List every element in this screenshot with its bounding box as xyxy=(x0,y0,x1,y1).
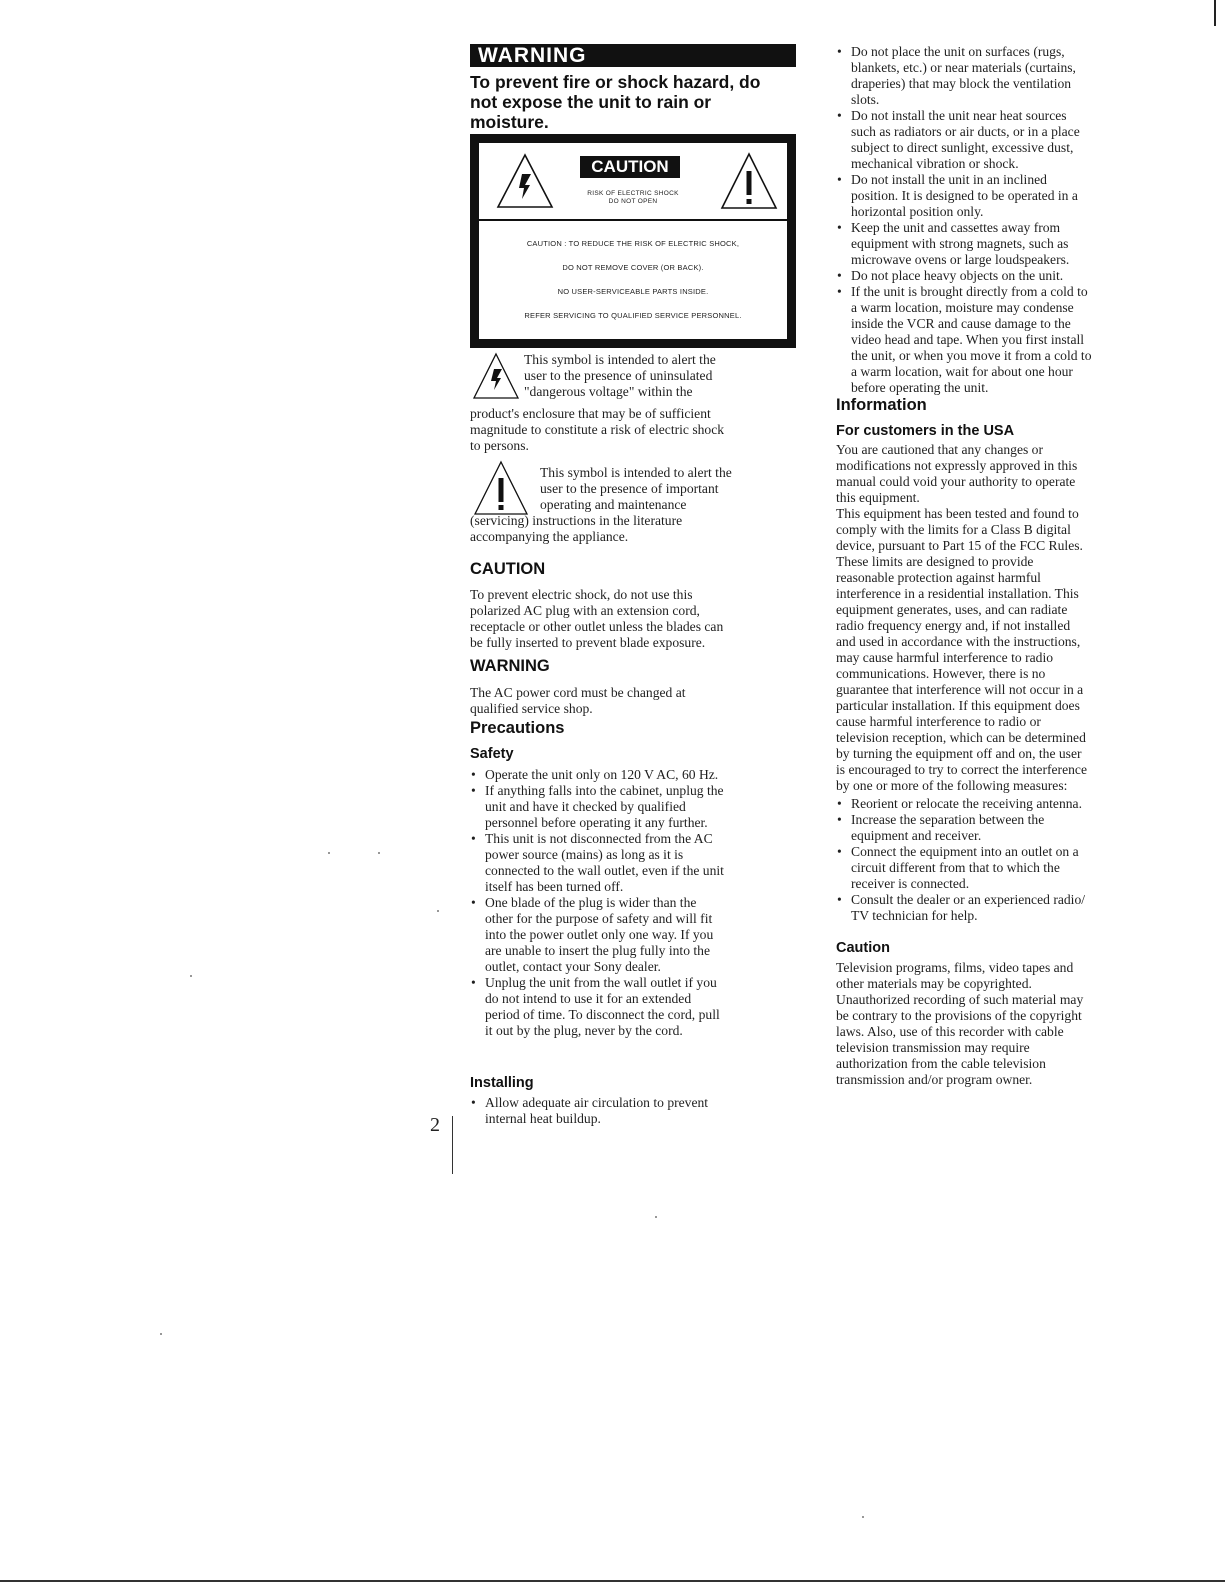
scan-speck xyxy=(190,975,192,977)
text-line: and used in accordance with the instructions, xyxy=(836,634,1081,649)
text-line: is encouraged to try to correct the interference xyxy=(836,762,1087,777)
text-line: TV technician for help. xyxy=(851,908,978,923)
risk-text: DO NOT OPEN xyxy=(608,198,658,205)
text-line: Allow adequate air circulation to prevent xyxy=(485,1095,709,1110)
installing-heading: Installing xyxy=(470,1075,534,1091)
edge-rule xyxy=(1214,0,1216,26)
text-line: mechanical vibration or shock. xyxy=(851,156,1019,171)
text-line: do not intend to use it for an extended xyxy=(485,991,692,1006)
list-item: • This unit is not disconnected from the AC power source (mains) as long as it is connected to the wall outlet, even if the unit itself has been turned off. xyxy=(470,831,796,895)
list-item: • Reorient or relocate the receiving antenna. xyxy=(836,796,1158,812)
text-line: internal heat buildup. xyxy=(485,1111,601,1126)
text-line: Consult the dealer or an experienced radio/ xyxy=(851,892,1086,907)
list-item: • Unplug the unit from the wall outlet if you do not intend to use it for an extended period of time. To disconnect the cord, pull it out by the plug, never by the cord. xyxy=(470,975,796,1039)
text-line: are unable to insert the plug fully into the xyxy=(485,943,710,958)
instructions-symbol-text xyxy=(540,465,796,513)
text-line: equipment with strong magnets, such as xyxy=(851,236,1069,251)
scan-speck xyxy=(437,910,439,912)
text-line: microwave ovens or large loudspeakers. xyxy=(851,252,1070,267)
list-item: • Consult the dealer or an experienced radio/ TV technician for help. xyxy=(836,892,1158,924)
text-line: itself has been turned off. xyxy=(485,879,624,894)
list-item: • Connect the equipment into an outlet on a circuit different from that to which the receiver is connected. xyxy=(836,844,1158,892)
caution-label-box xyxy=(470,134,796,348)
safety-heading: Safety xyxy=(470,746,514,762)
lightning-warning-icon xyxy=(472,352,520,400)
list-item: • Do not place the unit on surfaces (rugs, blankets, etc.) or near materials (curtains, draperies) that may block the ventilation slots. xyxy=(836,44,1158,108)
usa-paragraph-1 xyxy=(836,442,1158,506)
text-line: Do not install the unit in an inclined xyxy=(851,172,1047,187)
warning-banner xyxy=(470,44,796,67)
headline-line: not expose the unit to rain or xyxy=(470,92,712,112)
text-line: radio frequency energy and, if not installed xyxy=(836,618,1071,633)
text-line: Connect the equipment into an outlet on a xyxy=(851,844,1079,859)
scan-speck xyxy=(655,1216,657,1218)
list-item: • One blade of the plug is wider than the other for the purpose of safety and will fit into the power outlet only one way. If you are unable to insert the plug fully into the outlet, contact your Sony dealer. xyxy=(470,895,796,975)
text-line: polarized AC plug with an extension cord, xyxy=(470,603,700,618)
text-line: a warm location, moisture may condense xyxy=(851,300,1074,315)
text-line: One blade of the plug is wider than the xyxy=(485,895,697,910)
text-line: laws. Also, use of this recorder with cable xyxy=(836,1024,1064,1039)
text-line: These limits are designed to provide xyxy=(836,554,1034,569)
text-line: Operate the unit only on 120 V AC, 60 Hz. xyxy=(485,767,719,782)
list-item: • Increase the separation between the equipment and receiver. xyxy=(836,812,1158,844)
text-line: video head and tape. When you first install xyxy=(851,332,1085,347)
text-line: To prevent electric shock, do not use this xyxy=(470,587,693,602)
text-line: user to the presence of uninsulated xyxy=(524,368,713,383)
text-line: Television programs, films, video tapes and xyxy=(836,960,1074,975)
text-line: Unplug the unit from the wall outlet if you xyxy=(485,975,717,990)
text-line: "dangerous voltage" within the xyxy=(524,384,693,399)
text-line: user to the presence of important xyxy=(540,481,719,496)
text-line: cause harmful interference to radio or xyxy=(836,714,1041,729)
risk-text: RISK OF ELECTRIC SHOCK xyxy=(587,190,679,197)
text-line: (servicing) instructions in the literature xyxy=(470,513,683,528)
text-line: circuit different from that to which the xyxy=(851,860,1060,875)
caution2-text xyxy=(836,960,1158,1088)
caution-label-line: REFER SERVICING TO QUALIFIED SERVICE PERSONNEL. xyxy=(524,311,742,320)
text-line: be fully inserted to prevent blade exposure. xyxy=(470,635,706,650)
text-line: If the unit is brought directly from a cold to xyxy=(851,284,1088,299)
text-line: You are cautioned that any changes or xyxy=(836,442,1043,457)
text-line: communications. However, there is no xyxy=(836,666,1046,681)
text-line: This equipment has been tested and found to xyxy=(836,506,1079,521)
text-line: product's enclosure that may be of sufficient xyxy=(470,406,711,421)
text-line: television transmission may require xyxy=(836,1040,1030,1055)
warning-heading: WARNING xyxy=(470,657,550,675)
text-line: particular installation. If this equipment does xyxy=(836,698,1080,713)
exclamation-warning-icon xyxy=(719,151,779,211)
text-line: receiver is connected. xyxy=(851,876,970,891)
text-line: guarantee that interference will not occur in a xyxy=(836,682,1084,697)
warning-banner-label: WARNING xyxy=(478,44,587,67)
caution-label-bottom xyxy=(479,221,787,339)
text-line: before operating the unit. xyxy=(851,380,989,395)
text-line: may cause harmful interference to radio xyxy=(836,650,1054,665)
caution-label-text: CAUTION xyxy=(591,157,669,176)
installing-list-left xyxy=(470,1095,796,1127)
text-line: outlet, contact your Sony dealer. xyxy=(485,959,661,974)
text-line: transmission and/or program owner. xyxy=(836,1072,1033,1087)
scan-speck xyxy=(160,1333,162,1335)
text-line: modifications not expressly approved in this xyxy=(836,458,1078,473)
text-line: slots. xyxy=(851,92,880,107)
precautions-heading: Precautions xyxy=(470,719,565,737)
text-line: television reception, which can be determined xyxy=(836,730,1086,745)
text-line: unit and have it checked by qualified xyxy=(485,799,686,814)
text-line: equipment generates, uses, and can radiate xyxy=(836,602,1068,617)
text-line: receptacle or other outlet unless the blades can xyxy=(470,619,724,634)
text-line: position. It is designed to be operated in a xyxy=(851,188,1078,203)
text-line: magnitude to constitute a risk of electric shock xyxy=(470,422,725,437)
list-item: • Do not install the unit in an inclined position. It is designed to be operated in a horizontal position only. xyxy=(836,172,1158,220)
scan-speck xyxy=(862,1516,864,1518)
text-line: into the power outlet only one way. If you xyxy=(485,927,714,942)
caution-label-top xyxy=(479,143,787,219)
warning-text xyxy=(470,685,796,717)
text-line: personnel before operating it any further. xyxy=(485,815,708,830)
text-line: equipment and receiver. xyxy=(851,828,982,843)
text-line: This symbol is intended to alert the xyxy=(540,465,732,480)
scan-speck xyxy=(328,852,330,854)
headline-line: moisture. xyxy=(470,112,549,132)
text-line: Keep the unit and cassettes away from xyxy=(851,220,1061,235)
text-line: other for the purpose of safety and will fit xyxy=(485,911,713,926)
text-line: qualified service shop. xyxy=(470,701,593,716)
text-line: this equipment. xyxy=(836,490,920,505)
text-line: draperies) that may block the ventilation xyxy=(851,76,1072,91)
text-line: Do not place heavy objects on the unit. xyxy=(851,268,1064,283)
text-line: reasonable protection against harmful xyxy=(836,570,1041,585)
text-line: accompanying the appliance. xyxy=(470,529,629,544)
voltage-symbol-text-cont xyxy=(470,406,796,454)
text-line: period of time. To disconnect the cord, pull xyxy=(485,1007,720,1022)
text-line: This symbol is intended to alert the xyxy=(524,352,716,367)
text-line: comply with the limits for a Class B digital xyxy=(836,522,1071,537)
usa-measures-list xyxy=(836,796,1158,924)
text-line: Do not place the unit on surfaces (rugs, xyxy=(851,44,1065,59)
information-heading: Information xyxy=(836,396,927,414)
text-line: inside the VCR and cause damage to the xyxy=(851,316,1071,331)
usa-heading: For customers in the USA xyxy=(836,423,1015,439)
list-item: • If anything falls into the cabinet, unplug the unit and have it checked by qualified personnel before operating it any further. xyxy=(470,783,796,831)
usa-paragraph-2 xyxy=(836,506,1158,794)
text-line: such as radiators or air ducts, or in a place xyxy=(851,124,1080,139)
text-line: Increase the separation between the xyxy=(851,812,1045,827)
caution-heading: CAUTION xyxy=(470,560,546,578)
caution-label-line: NO USER-SERVICEABLE PARTS INSIDE. xyxy=(557,287,709,296)
page-rule xyxy=(452,1116,453,1174)
caution-label-badge xyxy=(580,156,680,178)
page-number: 2 xyxy=(430,1114,440,1136)
text-line: device, pursuant to Part 15 of the FCC Rules. xyxy=(836,538,1083,553)
text-line: the unit, or when you move it from a cold to xyxy=(851,348,1092,363)
text-line: horizontal position only. xyxy=(851,204,984,219)
text-line: power source (mains) as long as it is xyxy=(485,847,684,862)
text-line: The AC power cord must be changed at xyxy=(470,685,686,700)
caution-label-line: CAUTION : TO REDUCE THE RISK OF ELECTRIC SHOCK, xyxy=(526,239,740,248)
text-line: to persons. xyxy=(470,438,529,453)
text-line: connected to the wall outlet, even if the unit xyxy=(485,863,724,878)
exclamation-warning-icon xyxy=(472,460,530,516)
text-line: authorization from the cable television xyxy=(836,1056,1046,1071)
text-line: interference in a residential installation. This xyxy=(836,586,1079,601)
safety-list xyxy=(470,767,796,1039)
caution-text xyxy=(470,587,796,651)
text-line: Unauthorized recording of such material may xyxy=(836,992,1084,1007)
text-line: subject to direct sunlight, excessive dust, xyxy=(851,140,1074,155)
scan-speck xyxy=(378,852,380,854)
list-item: • Allow adequate air circulation to prevent internal heat buildup. xyxy=(470,1095,796,1127)
text-line: If anything falls into the cabinet, unplug the xyxy=(485,783,724,798)
text-line: by one or more of the following measures: xyxy=(836,778,1068,793)
text-line: it out by the plug, never by the cord. xyxy=(485,1023,683,1038)
text-line: by turning the equipment off and on, the user xyxy=(836,746,1082,761)
text-line: other materials may be copyrighted. xyxy=(836,976,1032,991)
text-line: be contrary to the provisions of the copyright xyxy=(836,1008,1082,1023)
list-item: • If the unit is brought directly from a cold to a warm location, moisture may condense inside the VCR and cause damage to the video head and tape. When you first install the unit, or when you move it from a cold to a warm location, wait for about one hour before operating the unit. xyxy=(836,284,1158,396)
list-item: • Do not install the unit near heat sources such as radiators or air ducts, or in a place subject to direct sunlight, excessive dust, mechanical vibration or shock. xyxy=(836,108,1158,172)
text-line: This unit is not disconnected from the AC xyxy=(485,831,713,846)
list-item: • Keep the unit and cassettes away from equipment with strong magnets, such as microwave ovens or large loudspeakers. xyxy=(836,220,1158,268)
text-line: manual could void your authority to operate xyxy=(836,474,1076,489)
text-line: a warm location, wait for about one hour xyxy=(851,364,1073,379)
list-item: • Operate the unit only on 120 V AC, 60 Hz. xyxy=(470,767,796,783)
text-line: Do not install the unit near heat sources xyxy=(851,108,1067,123)
headline-line: To prevent fire or shock hazard, do xyxy=(470,72,761,92)
text-line: blankets, etc.) or near materials (curtains, xyxy=(851,60,1076,75)
text-line: Reorient or relocate the receiving antenna. xyxy=(851,796,1082,811)
caution2-heading: Caution xyxy=(836,940,890,956)
text-line: operating and maintenance xyxy=(540,497,687,512)
installing-list-right xyxy=(836,44,1158,396)
caution-label-line: DO NOT REMOVE COVER (OR BACK). xyxy=(562,263,704,272)
instructions-symbol-text-cont xyxy=(470,513,796,545)
hazard-headline xyxy=(470,72,796,132)
voltage-symbol-text xyxy=(524,352,796,400)
list-item: • Do not place heavy objects on the unit. xyxy=(836,268,1158,284)
